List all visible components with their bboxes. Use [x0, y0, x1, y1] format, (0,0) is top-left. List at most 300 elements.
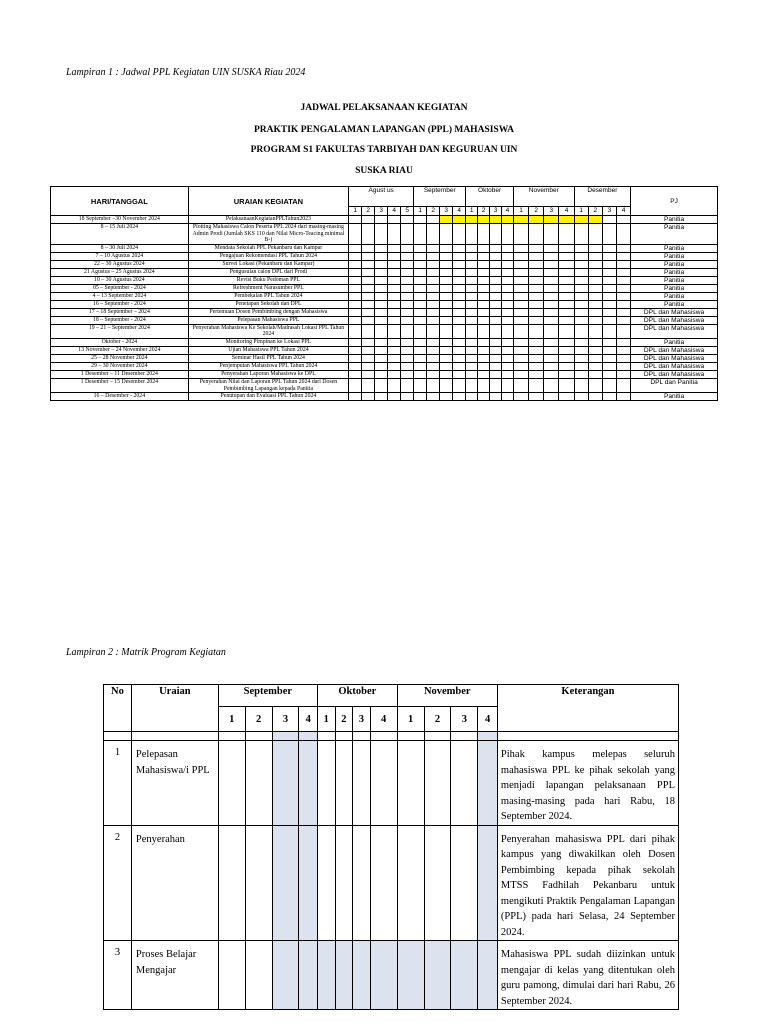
schedule-week-cell [544, 324, 559, 338]
schedule-week-cell [616, 316, 630, 324]
schedule-date: 7 – 10 Agustus 2024 [51, 252, 189, 260]
schedule-week-cell [616, 284, 630, 292]
matrix-week-cell [318, 825, 336, 941]
schedule-week-cell [559, 300, 574, 308]
schedule-week-cell [440, 362, 453, 370]
schedule-week-cell [574, 354, 588, 362]
schedule-week-cell [466, 393, 478, 401]
schedule-week-cell [529, 378, 544, 392]
schedule-week-cell [616, 260, 630, 268]
schedule-week-cell [427, 362, 440, 370]
matrix-week-cell [218, 941, 245, 1010]
schedule-week-cell [466, 300, 478, 308]
schedule-row [51, 308, 718, 316]
schedule-week-cell [414, 252, 427, 260]
matrix-row-number: 3 [104, 941, 132, 1010]
schedule-week-cell [544, 378, 559, 392]
schedule-week-cell [453, 268, 466, 276]
schedule-week-cell [478, 362, 490, 370]
schedule-week-cell [349, 244, 362, 252]
schedule-week-cell [440, 260, 453, 268]
schedule-week-cell [466, 260, 478, 268]
schedule-week-cell [349, 292, 362, 300]
schedule-week-cell [502, 224, 514, 245]
schedule-week-cell [502, 354, 514, 362]
schedule-pj: Panitia [631, 300, 718, 308]
schedule-week-cell [388, 370, 401, 378]
schedule-week-cell [362, 308, 375, 316]
schedule-week-cell [616, 252, 630, 260]
matrix-week-cell [335, 741, 353, 826]
schedule-week-cell [388, 338, 401, 346]
schedule-week-cell [502, 284, 514, 292]
schedule-week-cell [502, 308, 514, 316]
schedule-week-cell [401, 252, 414, 260]
schedule-week-cell [414, 292, 427, 300]
schedule-date: 29 – 30 November 2024 [51, 362, 189, 370]
schedule-week-cell [513, 300, 528, 308]
schedule-week-cell [375, 252, 388, 260]
schedule-week-cell [375, 284, 388, 292]
schedule-week-cell [490, 346, 502, 354]
matrix-week-cell [335, 825, 353, 941]
header-uraian: Uraian [131, 685, 218, 732]
schedule-week-cell [559, 268, 574, 276]
schedule-week-cell [490, 276, 502, 284]
schedule-week-cell [588, 224, 602, 245]
spacer-cell [424, 732, 451, 741]
schedule-week-cell [466, 362, 478, 370]
schedule-week-cell [440, 216, 453, 224]
schedule-week-cell [490, 300, 502, 308]
schedule-week-cell [602, 324, 616, 338]
schedule-week-cell [427, 300, 440, 308]
schedule-week-cell [502, 252, 514, 260]
schedule-week-cell [529, 354, 544, 362]
spacer-cell [131, 732, 218, 741]
week-number: 2 [588, 207, 602, 216]
schedule-week-cell [490, 362, 502, 370]
spacer-cell [397, 732, 424, 741]
schedule-week-cell [544, 370, 559, 378]
schedule-week-cell [362, 292, 375, 300]
schedule-week-cell [502, 370, 514, 378]
schedule-week-cell [490, 324, 502, 338]
schedule-week-cell [478, 216, 490, 224]
schedule-pj: DPL dan Panitia [631, 378, 718, 392]
schedule-week-cell [466, 292, 478, 300]
schedule-week-cell [401, 244, 414, 252]
schedule-row [51, 378, 718, 392]
schedule-date: 13 November – 24 November 2024 [51, 346, 189, 354]
schedule-pj: Panitia [631, 260, 718, 268]
schedule-week-cell [544, 224, 559, 245]
schedule-date: 8 – 15 Juli 2024 [51, 224, 189, 245]
spacer-cell [218, 732, 245, 741]
matrix-week-cell [353, 741, 371, 826]
schedule-week-cell [466, 224, 478, 245]
schedule-week-cell [513, 216, 528, 224]
schedule-week-cell [375, 362, 388, 370]
schedule-week-cell [362, 284, 375, 292]
schedule-week-cell [513, 362, 528, 370]
schedule-table [50, 186, 718, 401]
schedule-week-cell [559, 316, 574, 324]
schedule-week-cell [453, 252, 466, 260]
schedule-week-cell [513, 378, 528, 392]
schedule-activity: PelaksanaanKegiatanPPLTahun2023 [188, 216, 348, 224]
schedule-week-cell [375, 338, 388, 346]
matrix-week-cell [353, 941, 371, 1010]
schedule-week-cell [616, 354, 630, 362]
schedule-pj: Panitia [631, 393, 718, 401]
schedule-week-cell [490, 260, 502, 268]
matrix-keterangan: Pihak kampus melepas seluruh mahasiswa PPL ke pihak sekolah yang menjadi lapangan pelaksanaan PPL masing-masing pada hari Rabu, 18 September 2024. [497, 741, 678, 826]
schedule-week-cell [440, 338, 453, 346]
schedule-week-cell [362, 244, 375, 252]
schedule-activity: Penyerahan Mahasiswa Ke Sekolah/Madrasah Lokasi PPL Tahun 2024 [188, 324, 348, 338]
schedule-week-cell [529, 216, 544, 224]
schedule-week-cell [427, 292, 440, 300]
schedule-week-cell [349, 224, 362, 245]
schedule-date: 17 – 18 September – 2024 [51, 308, 189, 316]
schedule-week-cell [616, 378, 630, 392]
schedule-activity: Pengajuan Rekomendasi PPL Tahun 2024 [188, 252, 348, 260]
schedule-week-cell [388, 378, 401, 392]
schedule-week-cell [574, 216, 588, 224]
schedule-week-cell [414, 324, 427, 338]
matrix-uraian: Penyerahan [131, 825, 218, 941]
schedule-week-cell [453, 338, 466, 346]
schedule-week-cell [588, 276, 602, 284]
schedule-row [51, 276, 718, 284]
schedule-pj: Panitia [631, 216, 718, 224]
schedule-week-cell [559, 216, 574, 224]
schedule-week-cell [388, 308, 401, 316]
schedule-week-cell [616, 216, 630, 224]
schedule-activity: Penjemputan Mahasiswa PPL Tahun 2024 [188, 362, 348, 370]
schedule-week-cell [602, 260, 616, 268]
schedule-week-cell [401, 324, 414, 338]
schedule-pj: DPL dan Mahasiswa [631, 324, 718, 338]
schedule-week-cell [440, 316, 453, 324]
matrix-week-cell [397, 825, 424, 941]
schedule-week-cell [574, 338, 588, 346]
schedule-week-cell [559, 292, 574, 300]
schedule-week-cell [349, 276, 362, 284]
spacer-cell [299, 732, 318, 741]
schedule-week-cell [529, 393, 544, 401]
week-number: 2 [424, 707, 451, 732]
schedule-row [51, 292, 718, 300]
schedule-week-cell [401, 292, 414, 300]
schedule-week-cell [588, 393, 602, 401]
schedule-week-cell [453, 308, 466, 316]
schedule-week-cell [362, 300, 375, 308]
schedule-week-cell [574, 292, 588, 300]
schedule-week-cell [602, 224, 616, 245]
schedule-week-cell [440, 300, 453, 308]
schedule-week-cell [559, 370, 574, 378]
schedule-week-cell [574, 370, 588, 378]
schedule-week-cell [574, 260, 588, 268]
schedule-week-cell [588, 308, 602, 316]
schedule-week-cell [616, 346, 630, 354]
schedule-week-cell [375, 276, 388, 284]
week-number: 3 [353, 707, 371, 732]
schedule-week-cell [388, 354, 401, 362]
schedule-week-cell [466, 316, 478, 324]
schedule-week-cell [466, 338, 478, 346]
schedule-row [51, 354, 718, 362]
schedule-week-cell [427, 284, 440, 292]
schedule-week-cell [478, 284, 490, 292]
schedule-week-cell [362, 338, 375, 346]
schedule-week-cell [401, 393, 414, 401]
schedule-week-cell [559, 362, 574, 370]
schedule-week-cell [466, 216, 478, 224]
schedule-week-cell [388, 346, 401, 354]
schedule-week-cell [388, 324, 401, 338]
schedule-week-cell [502, 316, 514, 324]
schedule-week-cell [559, 338, 574, 346]
matrix-week-cell [318, 941, 336, 1010]
schedule-week-cell [602, 316, 616, 324]
schedule-week-cell [490, 216, 502, 224]
schedule-week-cell [414, 244, 427, 252]
schedule-week-cell [529, 346, 544, 354]
schedule-week-cell [588, 260, 602, 268]
week-number: 4 [616, 207, 630, 216]
matrix-row-number: 2 [104, 825, 132, 941]
matrix-week-cell [272, 941, 299, 1010]
schedule-week-cell [388, 362, 401, 370]
schedule-week-cell [388, 260, 401, 268]
schedule-week-cell [574, 324, 588, 338]
matrix-week-cell [299, 825, 318, 941]
week-number: 4 [478, 707, 498, 732]
week-number: 1 [318, 707, 336, 732]
schedule-week-cell [513, 284, 528, 292]
schedule-week-cell [466, 308, 478, 316]
schedule-week-cell [478, 252, 490, 260]
schedule-week-cell [559, 224, 574, 245]
schedule-week-cell [362, 316, 375, 324]
schedule-week-cell [588, 252, 602, 260]
schedule-week-cell [588, 244, 602, 252]
schedule-week-cell [616, 362, 630, 370]
week-number: 3 [544, 207, 559, 216]
schedule-row [51, 268, 718, 276]
schedule-week-cell [453, 216, 466, 224]
schedule-week-cell [414, 378, 427, 392]
schedule-week-cell [388, 244, 401, 252]
schedule-week-cell [440, 370, 453, 378]
schedule-week-cell [544, 346, 559, 354]
schedule-week-cell [544, 252, 559, 260]
schedule-week-cell [401, 316, 414, 324]
schedule-week-cell [544, 260, 559, 268]
schedule-week-cell [478, 276, 490, 284]
schedule-week-cell [388, 393, 401, 401]
matrix-week-cell [318, 741, 336, 826]
week-number: 4 [370, 707, 397, 732]
schedule-week-cell [414, 300, 427, 308]
schedule-week-cell [588, 378, 602, 392]
schedule-week-cell [478, 316, 490, 324]
schedule-week-cell [559, 252, 574, 260]
schedule-week-cell [574, 378, 588, 392]
schedule-week-cell [414, 308, 427, 316]
schedule-week-cell [414, 260, 427, 268]
schedule-week-cell [375, 378, 388, 392]
schedule-week-cell [478, 268, 490, 276]
schedule-week-cell [440, 252, 453, 260]
heading-line-2: PRAKTIK PENGALAMAN LAPANGAN (PPL) MAHASISWA [253, 125, 515, 135]
matrix-week-cell [335, 941, 353, 1010]
schedule-week-cell [502, 362, 514, 370]
matrix-week-cell [353, 825, 371, 941]
schedule-week-cell [453, 276, 466, 284]
schedule-week-cell [544, 354, 559, 362]
schedule-week-cell [574, 393, 588, 401]
schedule-week-cell [559, 324, 574, 338]
schedule-week-cell [388, 300, 401, 308]
schedule-week-cell [544, 393, 559, 401]
schedule-pj: Panitia [631, 224, 718, 245]
schedule-week-cell [574, 300, 588, 308]
week-number: 4 [559, 207, 574, 216]
schedule-activity: Monitoring Pimpinan ke Lokasi PPL [188, 338, 348, 346]
schedule-week-cell [375, 292, 388, 300]
schedule-week-cell [574, 346, 588, 354]
spacer-cell [104, 732, 132, 741]
spacer-cell [370, 732, 397, 741]
schedule-week-cell [401, 284, 414, 292]
schedule-week-cell [490, 308, 502, 316]
schedule-pj: DPL dan Mahasiswa [631, 346, 718, 354]
schedule-week-cell [490, 292, 502, 300]
schedule-week-cell [529, 308, 544, 316]
schedule-week-cell [414, 216, 427, 224]
schedule-week-cell [544, 308, 559, 316]
spacer-cell [335, 732, 353, 741]
matrix-week-cell [299, 941, 318, 1010]
schedule-week-cell [375, 308, 388, 316]
schedule-activity: Penyerahan Nilai dan Laporan PPL Tahun 2024 dari Dosen Pembimbing Lapangan kepada Panitia [188, 378, 348, 392]
schedule-week-cell [375, 354, 388, 362]
schedule-week-cell [414, 346, 427, 354]
schedule-week-cell [440, 224, 453, 245]
schedule-week-cell [544, 284, 559, 292]
schedule-week-cell [440, 393, 453, 401]
schedule-week-cell [349, 324, 362, 338]
schedule-week-cell [362, 362, 375, 370]
schedule-week-cell [440, 346, 453, 354]
schedule-week-cell [513, 268, 528, 276]
schedule-week-cell [349, 316, 362, 324]
schedule-pj: Panitia [631, 244, 718, 252]
schedule-date: 18 – September - 2024 [51, 316, 189, 324]
schedule-week-cell [544, 362, 559, 370]
schedule-week-cell [478, 378, 490, 392]
header-pj: PJ [631, 187, 718, 216]
schedule-week-cell [616, 268, 630, 276]
schedule-week-cell [513, 260, 528, 268]
schedule-week-cell [513, 252, 528, 260]
schedule-week-cell [388, 316, 401, 324]
schedule-date: 21 Agustus – 25 Agustus 2024 [51, 268, 189, 276]
lampiran-1-caption: Lampiran 1 : Jadwal PPL Kegiatan UIN SUSKA Riau 2024 [66, 67, 306, 78]
schedule-week-cell [427, 244, 440, 252]
schedule-week-cell [466, 324, 478, 338]
schedule-week-cell [414, 362, 427, 370]
schedule-week-cell [602, 252, 616, 260]
matrix-week-cell [424, 825, 451, 941]
schedule-activity: Survei Lokasi (Pekanbaru dan Kampar) [188, 260, 348, 268]
schedule-week-cell [502, 393, 514, 401]
schedule-week-cell [529, 244, 544, 252]
schedule-week-cell [388, 292, 401, 300]
schedule-week-cell [401, 346, 414, 354]
schedule-week-cell [529, 276, 544, 284]
schedule-row [51, 260, 718, 268]
schedule-week-cell [362, 252, 375, 260]
schedule-week-cell [375, 370, 388, 378]
schedule-week-cell [588, 324, 602, 338]
schedule-week-cell [349, 338, 362, 346]
schedule-pj: DPL dan Mahasiswa [631, 362, 718, 370]
schedule-week-cell [349, 346, 362, 354]
schedule-week-cell [602, 338, 616, 346]
schedule-week-cell [427, 370, 440, 378]
schedule-pj: DPL dan Mahasiswa [631, 316, 718, 324]
month-header: Desember [574, 187, 630, 207]
matrix-row-number: 1 [104, 741, 132, 826]
schedule-week-cell [490, 224, 502, 245]
schedule-week-cell [375, 224, 388, 245]
schedule-week-cell [362, 393, 375, 401]
schedule-week-cell [375, 324, 388, 338]
schedule-pj: Panitia [631, 276, 718, 284]
schedule-week-cell [375, 300, 388, 308]
schedule-week-cell [375, 260, 388, 268]
schedule-week-cell [616, 276, 630, 284]
schedule-week-cell [362, 370, 375, 378]
schedule-row [51, 346, 718, 354]
spacer-cell [318, 732, 336, 741]
spacer-cell [478, 732, 498, 741]
schedule-week-cell [588, 346, 602, 354]
matrix-week-cell [218, 825, 245, 941]
schedule-week-cell [559, 308, 574, 316]
week-number: 2 [478, 207, 490, 216]
schedule-activity: Pertemuan Dosen Pembimbing dengan Mahasiswa [188, 308, 348, 316]
schedule-week-cell [513, 276, 528, 284]
matrix-uraian: Proses Belajar Mengajar [131, 941, 218, 1010]
schedule-week-cell [388, 276, 401, 284]
schedule-week-cell [602, 244, 616, 252]
matrix-keterangan: Penyerahan mahasiswa PPL dari pihak kampus yang diwakilkan oleh Dosen Pembimbing kepada pihak sekolah MTSS Fadhilah Pekanbaru untuk mengikuti Praktik Pengalaman Lapangan (PPL) pada hari Selasa, 24 September 2024. [497, 825, 678, 941]
schedule-activity: Mendata Sekolah PPL Pekanbaru dan Kampar [188, 244, 348, 252]
matrix-week-cell [245, 741, 272, 826]
matrix-week-cell [397, 941, 424, 1010]
schedule-row [51, 362, 718, 370]
schedule-week-cell [513, 292, 528, 300]
schedule-week-cell [440, 276, 453, 284]
schedule-week-cell [414, 224, 427, 245]
schedule-row [51, 300, 718, 308]
